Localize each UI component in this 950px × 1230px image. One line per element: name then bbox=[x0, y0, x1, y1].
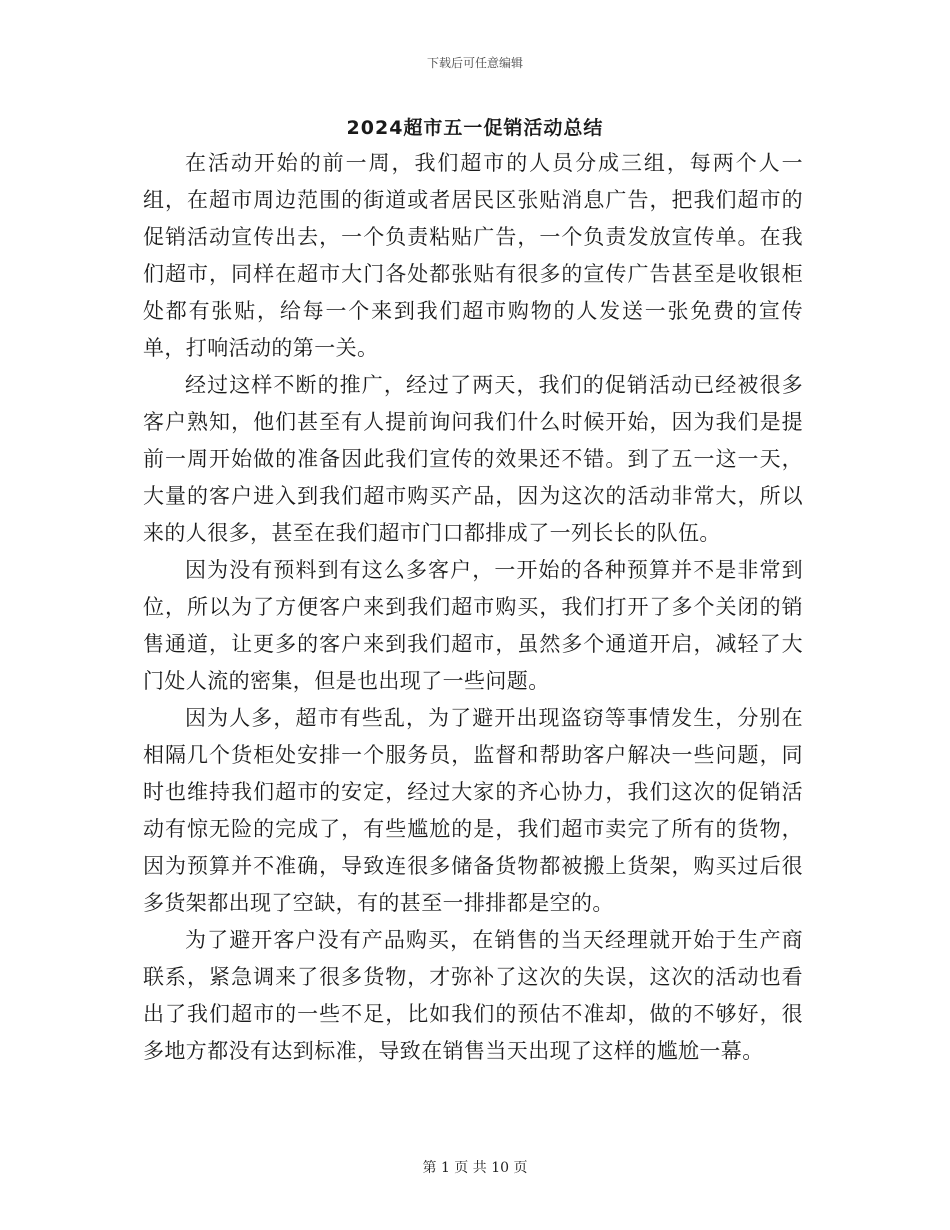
paragraph-4: 因为人多，超市有些乱，为了避开出现盗窃等事情发生，分别在相隔几个货柜处安排一个服务员，监督和帮助客户解决一些问题，同时也维持我们超市的安定，经过大家的齐心协力，我们这次的促销活动有惊无险的完成了，有些尴尬的是，我们超市卖完了所有的货物，因为预算并不准确，导致连很多储备货物都被搬上货架，购买过后很多货架都出现了空缺，有的甚至一排排都是空的。 bbox=[143, 706, 803, 915]
document-title: 2024超市五一促销活动总结 bbox=[346, 117, 604, 139]
document-body bbox=[143, 145, 803, 1070]
paragraph-3: 因为没有预料到有这么多客户，一开始的各种预算并不是非常到位，所以为了方便客户来到我们超市购买，我们打开了多个关闭的销售通道，让更多的客户来到我们超市，虽然多个通道开启，减轻了大门处人流的密集，但是也出现了一些问题。 bbox=[143, 558, 803, 693]
paragraph-1: 在活动开始的前一周，我们超市的人员分成三组，每两个人一组，在超市周边范围的街道或者居民区张贴消息广告，把我们超市的促销活动宣传出去，一个负责粘贴广告，一个负责发放宣传单。在我们超市，同样在超市大门各处都张贴有很多的宣传广告甚至是收银柜处都有张贴，给每一个来到我们超市购物的人发送一张免费的宣传单，打响活动的第一关。 bbox=[143, 151, 803, 360]
paragraph-5: 为了避开客户没有产品购买，在销售的当天经理就开始于生产商联系，紧急调来了很多货物，才弥补了这次的失误，这次的活动也看出了我们超市的一些不足，比如我们的预估不准却，做的不够好，很多地方都没有达到标准，导致在销售当天出现了这样的尴尬一幕。 bbox=[143, 928, 803, 1063]
page-footer: 第 1 页 共 10 页 bbox=[422, 1160, 528, 1176]
paragraph-2: 经过这样不断的推广，经过了两天，我们的促销活动已经被很多客户熟知，他们甚至有人提前询问我们什么时候开始，因为我们是提前一周开始做的准备因此我们宣传的效果还不错。到了五一这一天，大量的客户进入到我们超市购买产品，因为这次的活动非常大，所以来的人很多，甚至在我们超市门口都排成了一列长长的队伍。 bbox=[143, 373, 803, 545]
header-note: 下载后可任意编辑 bbox=[426, 56, 523, 70]
